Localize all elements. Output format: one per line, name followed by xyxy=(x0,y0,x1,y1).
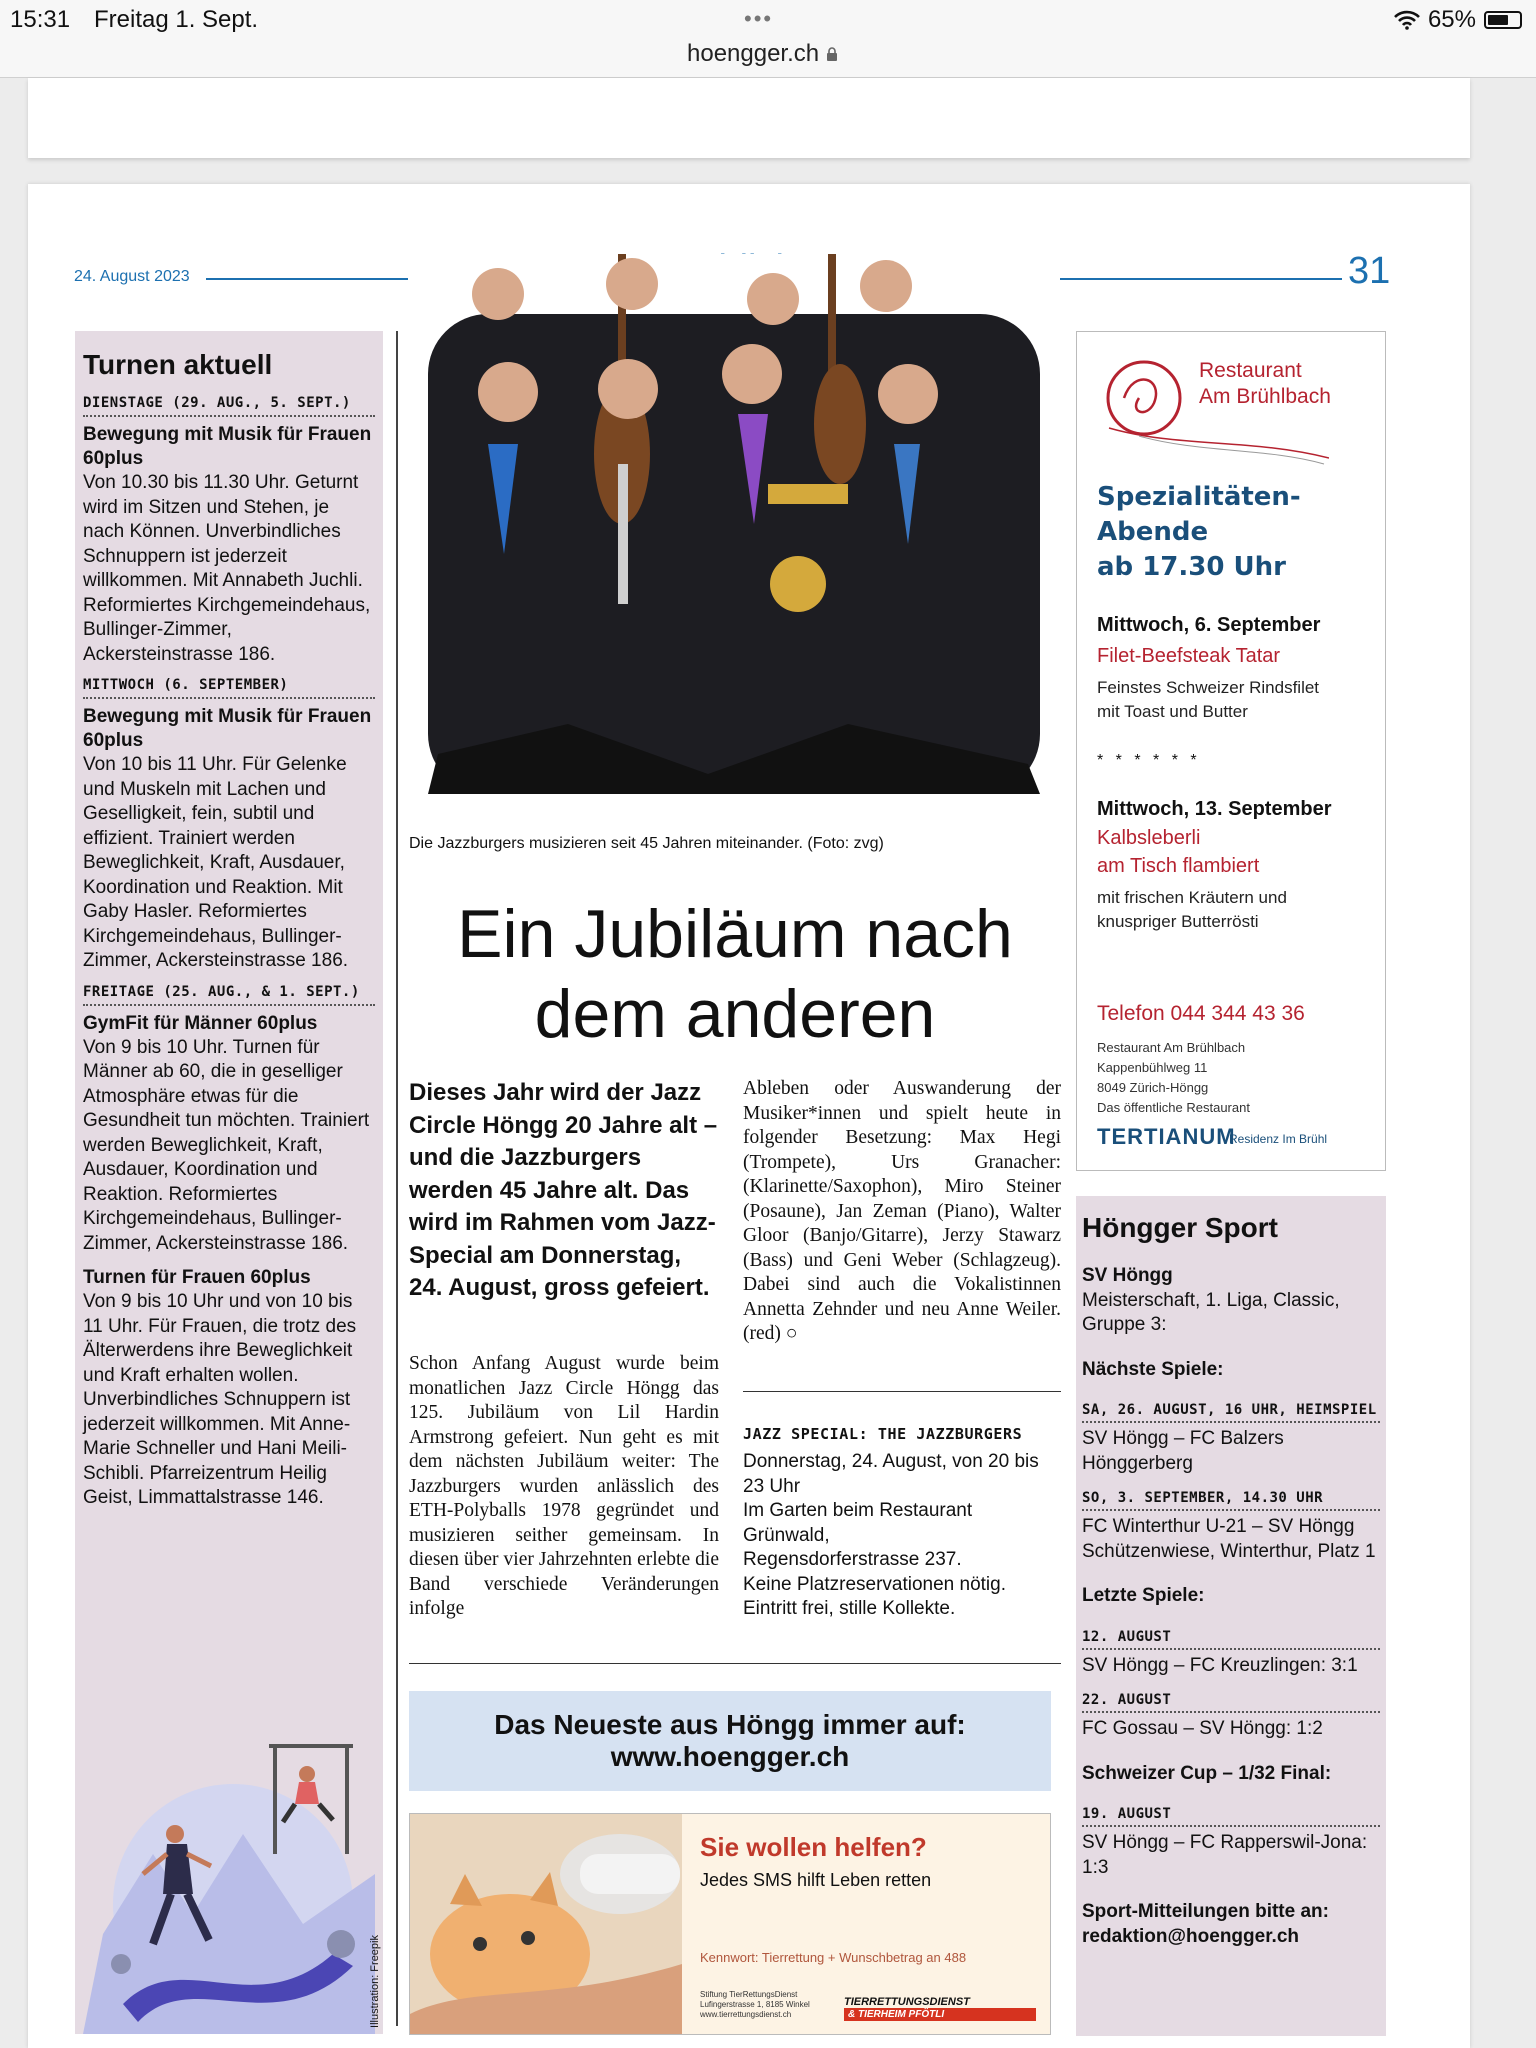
entry-title: GymFit für Männer 60plus xyxy=(83,1012,318,1034)
special-evenings xyxy=(1097,480,1301,585)
status-bar xyxy=(0,0,1536,78)
address-line: Das öffentliche Restaurant xyxy=(1097,1100,1250,1115)
dish-line: Kalbsleberli xyxy=(1097,827,1201,849)
info-line: Regensdorferstrasse 237. xyxy=(743,1549,962,1570)
ad-subline: Jedes SMS hilft Leben retten xyxy=(700,1870,932,1890)
event1-date: Mittwoch, 6. September xyxy=(1097,614,1321,636)
address-line: Restaurant Am Brühlbach xyxy=(1097,1040,1246,1055)
tertianum-sub: Residenz Im Brühl xyxy=(1229,1132,1328,1146)
entry-text: Von 9 bis 10 Uhr und von 10 bis 11 Uhr. Für Frauen, die trotz des Älterwerdens ihre Beweglichkeit und Kraft erhalten wollen. Unverbindliches Schnuppern ist jederzeit willkommen. Mit Anne-Marie Schneller und Hani Meili-Schibli. Pfarreizentrum Heilig Geist, Limmattalstrasse 146. xyxy=(83,1291,357,1508)
info-box xyxy=(743,1450,1061,1622)
promo-url[interactable]: www.hoengger.ch xyxy=(610,1741,850,1772)
column-divider xyxy=(396,331,398,2026)
more-dots-icon[interactable]: ••• xyxy=(744,6,774,31)
section-heading: MITTWOCH (6. SEPTEMBER) xyxy=(83,677,375,699)
info-line: Keine Platzreservationen nötig. xyxy=(743,1573,1006,1595)
restaurant-name-line: Am Brühlbach xyxy=(1199,385,1331,408)
illustration-credit: Illustration: Freepik xyxy=(369,1935,381,2028)
issue-date: 24. August 2023 xyxy=(74,268,190,285)
game-date: 22. AUGUST xyxy=(1082,1692,1380,1713)
address-line: Kappenbühlweg 11 xyxy=(1097,1060,1208,1075)
entry-text: Von 9 bis 10 Uhr. Turnen für Männer ab 60, die in geselliger Atmosphäre etwas für die Gesundheit tun möchten. Trainiert werden Beweglichkeit, Kraft, Ausdauer, Koordination und Reaktion. Reformiertes Kirchgemeindehaus, Bullinger-Zimmer, Ackersteinstrasse 186. xyxy=(83,1036,370,1254)
entry-title: Turnen für Frauen 60plus xyxy=(83,1267,311,1288)
info-rule xyxy=(743,1391,1061,1392)
entry-title: Bewegung mit Musik für Frauen 60plus xyxy=(83,424,372,469)
article-headline: Ein Jubiläum nach dem anderen xyxy=(457,896,1013,1052)
battery-percent: 65% xyxy=(1427,6,1476,33)
game-text: FC Winterthur U-21 – SV Höngg Schützenwiese, Winterthur, Platz 1 xyxy=(1082,1516,1376,1562)
page-number: 31 xyxy=(1348,250,1391,292)
special-line: Abende xyxy=(1097,517,1209,547)
article-end-rule xyxy=(409,1663,1061,1664)
jazzburgers-photo xyxy=(408,254,1060,814)
clock: 15:31 xyxy=(10,6,71,33)
turnen-title: Turnen aktuell xyxy=(83,349,273,380)
info-line: Eintritt frei, stille Kollekte. xyxy=(743,1598,956,1619)
event1-desc xyxy=(1097,676,1319,724)
desc-line: mit Toast und Butter xyxy=(1097,702,1248,721)
lock-icon xyxy=(826,47,838,61)
event2-desc xyxy=(1097,886,1287,934)
article-body-col1: Schon Anfang August wurde beim monatlichen Jazz Circle Höngg das 125. Jubiläum von Lil Hardin Armstrong gefeiert. Nun geht es mit dem nächsten Jubiläum weiter: The Jazzburgers wurden anlässlich des ETH-Polyballs 1978 gegründet und musizieren seither gemeinsam. In diesen über vier Jahrzehnten erlebte die Band verschiede Veränderungen infolge xyxy=(409,1353,719,1619)
url-text: hoengger.ch xyxy=(687,40,820,67)
event1-dish: Filet-Beefsteak Tatar xyxy=(1097,645,1281,667)
sport-team: SV Höngg xyxy=(1082,1265,1173,1286)
game-text: SV Höngg – FC Rapperswil-Jona: 1:3 xyxy=(1082,1832,1368,1878)
status-date: Freitag 1. Sept. xyxy=(94,6,259,33)
entry-title: Bewegung mit Musik für Frauen 60plus xyxy=(83,706,372,751)
desc-line: Feinstes Schweizer Rindsfilet xyxy=(1097,678,1320,697)
ad-address-line: Lufingerstrasse 1, 8185 Winkel xyxy=(700,2000,810,2009)
stars-divider: * * * * * * xyxy=(1097,752,1201,769)
event2-date: Mittwoch, 13. September xyxy=(1097,798,1332,820)
desc-line: mit frischen Kräutern und xyxy=(1097,888,1287,907)
game-date: 12. AUGUST xyxy=(1082,1629,1380,1650)
dish-line: am Tisch flambiert xyxy=(1097,855,1260,877)
wifi-icon xyxy=(1394,10,1420,30)
address-bar[interactable] xyxy=(687,40,838,68)
contact-label: Sport-Mitteilungen bitte an: xyxy=(1082,1901,1329,1922)
website-promo[interactable] xyxy=(409,1691,1051,1791)
desc-line: knuspriger Butterrösti xyxy=(1097,912,1259,931)
sport-league: Meisterschaft, 1. Liga, Classic, Gruppe 3: xyxy=(1082,1289,1340,1335)
special-line: ab 17.30 Uhr xyxy=(1097,552,1286,582)
game-date: 19. AUGUST xyxy=(1082,1806,1380,1827)
game-text: FC Gossau – SV Höngg: 1:2 xyxy=(1082,1718,1323,1739)
ad-keyword: Kennwort: Tierrettung + Wunschbetrag an 488 xyxy=(700,1950,967,1965)
tierrettung-ad[interactable] xyxy=(409,1813,1051,2035)
status-right xyxy=(1394,6,1522,34)
entry-text: Von 10.30 bis 11.30 Uhr. Geturnt wird im Sitzen und Stehen, je nach Können. Unverbindliches Schnuppern ist jederzeit willkommen. Mit Annabeth Juchli. Reformiertes Kirchgemeindehaus, Bullinger-Zimmer, Ackersteinstrasse 186. xyxy=(83,472,371,665)
game-date: SO, 3. SEPTEMBER, 14.30 UHR xyxy=(1082,1490,1380,1511)
info-line: Donnerstag, 24. August, von 20 bis 23 Uhr xyxy=(743,1451,1039,1497)
last-games-label: Letzte Spiele: xyxy=(1082,1585,1205,1606)
section-heading: FREITAGE (25. AUG., & 1. SEPT.) xyxy=(83,984,375,1006)
article-body-col2: Ableben oder Auswanderung der Musiker*innen und spielt heute in folgender Besetzung: Max Hegi (Trompete), Urs Granacher: (Klarinette/Saxophon), Miro Steiner (Posaune), Jan Zeman (Piano), Walter Gloor (Banjo/Gitarre), Jerzy Stawarz (Bass) und Geni Weber (Schlagzeug). Dabei sind auch die Vokalistinnen Annetta Zehnder und neu Anne Weiler. (red) ○ xyxy=(743,1078,1061,1344)
turnen-column xyxy=(75,331,383,2034)
address-line: 8049 Zürich-Höngg xyxy=(1097,1080,1209,1095)
kitten-photo xyxy=(410,1814,682,2035)
event2-dish xyxy=(1097,824,1259,880)
contact-email[interactable]: redaktion@hoengger.ch xyxy=(1082,1925,1300,1947)
article-lead: Dieses Jahr wird der Jazz Circle Höngg 20 Jahre alt – und die Jazzburgers werden 45 Jahre alt. Das wird im Rahmen vom Jazz-Special am Donnerstag, 24. August, gross gefeiert. xyxy=(409,1079,718,1301)
sport-title: Höngger Sport xyxy=(1082,1212,1278,1243)
fitness-illustration xyxy=(83,1704,375,2034)
entry-text: Von 10 bis 11 Uhr. Für Gelenke und Muskeln mit Lachen und Geselligkeit, fein, subtil und effizient. Trainiert werden Beweglichkeit, Kraft, Ausdauer, Koordination und Reaktion. Mit Gaby Hasler. Reformiertes Kirchgemeindehaus, Bullinger-Zimmer, Ackersteinstrasse 186. xyxy=(83,754,349,971)
game-date: SA, 26. AUGUST, 16 UHR, HEIMSPIEL xyxy=(1082,1402,1380,1423)
tierrettung-logo xyxy=(844,1996,1036,2026)
ad-address-line: Stiftung TierRettungsDienst xyxy=(700,1990,798,1999)
restaurant-phone[interactable]: Telefon 044 344 43 36 xyxy=(1097,1002,1305,1025)
game-text: SV Höngg – FC Balzers Hönggerberg xyxy=(1082,1428,1284,1474)
photo-caption: Die Jazzburgers musizieren seit 45 Jahren miteinander. (Foto: zvg) xyxy=(409,835,884,852)
newspaper-page[interactable] xyxy=(28,184,1470,2048)
info-line: Im Garten beim Restaurant Grünwald, xyxy=(743,1500,973,1546)
restaurant-ad[interactable] xyxy=(1076,331,1386,1171)
logo-line: TIERRETTUNGSDIENST xyxy=(844,1996,970,2008)
tertianum-logo: TERTIANUM xyxy=(1097,1124,1236,1149)
info-heading: JAZZ SPECIAL: THE JAZZBURGERS xyxy=(743,1425,1023,1443)
previous-page-edge xyxy=(28,78,1470,158)
logo-line: & TIERHEIM PFÖTLI xyxy=(844,2008,1036,2021)
special-line: Spezialitäten- xyxy=(1097,482,1301,512)
restaurant-name xyxy=(1199,358,1331,410)
game-text: SV Höngg – FC Kreuzlingen: 3:1 xyxy=(1082,1654,1358,1676)
cup-label: Schweizer Cup – 1/32 Final: xyxy=(1082,1762,1332,1784)
battery-icon xyxy=(1484,11,1522,29)
ad-address xyxy=(700,1990,810,2020)
restaurant-address xyxy=(1097,1038,1250,1118)
ad-address-line: www.tierrettungsdienst.ch xyxy=(700,2010,792,2019)
section-heading: DIENSTAGE (29. AUG., 5. SEPT.) xyxy=(83,395,375,417)
ad-headline: Sie wollen helfen? xyxy=(700,1832,927,1862)
restaurant-name-line: Restaurant xyxy=(1199,359,1302,382)
promo-line1: Das Neueste aus Höngg immer auf: xyxy=(494,1709,966,1740)
next-games-label: Nächste Spiele: xyxy=(1082,1358,1224,1380)
sport-box xyxy=(1076,1196,1386,2036)
